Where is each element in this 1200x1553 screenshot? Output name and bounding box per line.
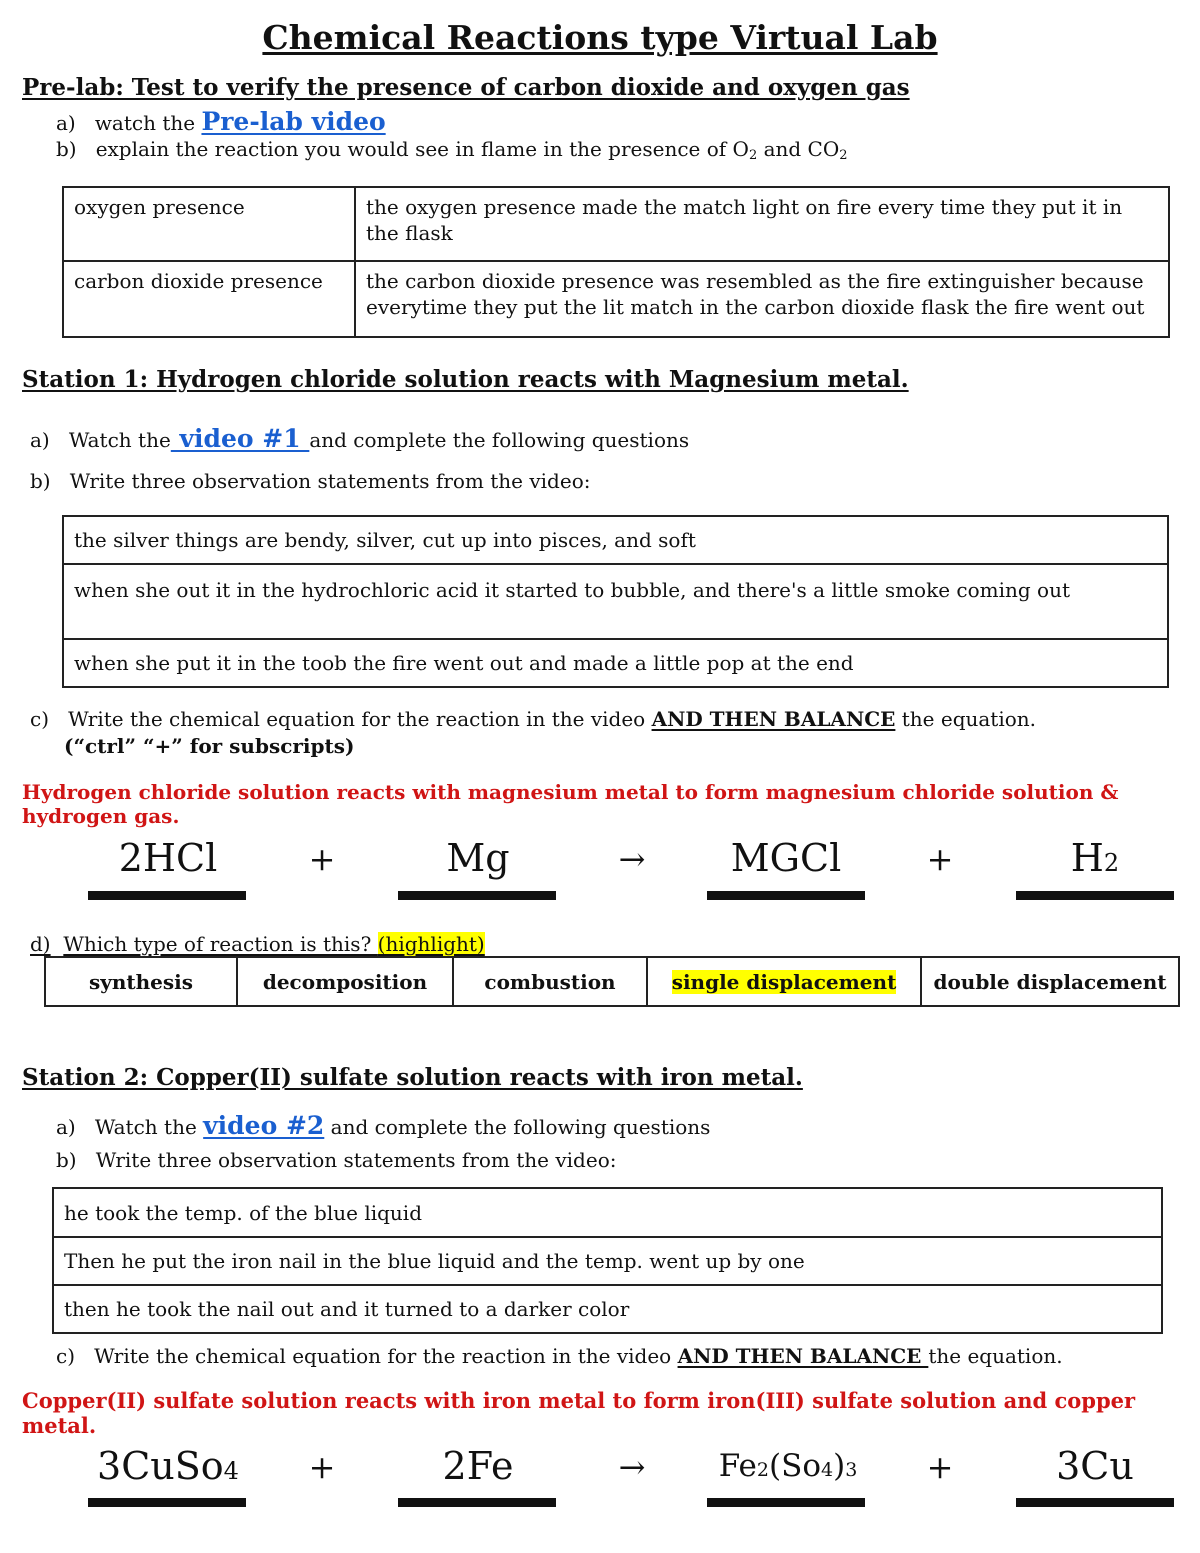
eq1-product-1[interactable]: MGCl bbox=[730, 836, 842, 880]
answer-line bbox=[707, 891, 865, 900]
eq1-product-2[interactable] bbox=[1015, 836, 1175, 880]
formula-text: H bbox=[1070, 836, 1104, 880]
type-synthesis[interactable]: synthesis bbox=[45, 957, 237, 1006]
observation-cell[interactable]: then he took the nail out and it turned to a darker color bbox=[53, 1285, 1162, 1333]
station2-item-c bbox=[56, 1344, 1063, 1368]
table-row bbox=[53, 1285, 1162, 1333]
station1-heading: Station 1: Hydrogen chloride solution reacts with Magnesium metal. bbox=[22, 366, 909, 393]
eq1-plus-1: + bbox=[308, 840, 336, 878]
item-text: Watch the bbox=[94, 1115, 204, 1139]
table-cell-answer[interactable]: the carbon dioxide presence was resembled as the fire extinguisher because everytime they put the lit match in the carbon dioxide flask the fire went out bbox=[355, 261, 1169, 337]
item-prefix: b) bbox=[56, 1148, 77, 1172]
station2-heading: Station 2: Copper(II) sulfate solution reacts with iron metal. bbox=[22, 1064, 803, 1091]
answer-line bbox=[398, 1498, 556, 1507]
prelab-item-a bbox=[56, 107, 386, 136]
table-row bbox=[63, 187, 1169, 261]
prelab-table bbox=[62, 186, 1170, 338]
subscript: 2 bbox=[748, 148, 758, 163]
item-prefix: d) bbox=[30, 932, 51, 956]
eq2-product-1[interactable] bbox=[700, 1448, 876, 1484]
answer-line bbox=[398, 891, 556, 900]
eq2-reactant-2[interactable]: 2Fe bbox=[442, 1444, 514, 1488]
subscript: 2 bbox=[1103, 849, 1120, 877]
station1-item-d bbox=[30, 932, 485, 956]
table-row bbox=[45, 957, 1179, 1006]
type-double-displacement[interactable]: double displacement bbox=[921, 957, 1179, 1006]
table-row bbox=[63, 261, 1169, 337]
subscript-hint: (“ctrl” “+” for subscripts) bbox=[64, 734, 355, 758]
station2-reaction-statement: Copper(II) sulfate solution reacts with iron metal to form iron(III) sulfate solution and copper metal. bbox=[22, 1388, 1136, 1438]
formula-text: 3CuSo bbox=[97, 1444, 224, 1488]
item-prefix: a) bbox=[30, 428, 50, 452]
item-prefix: b) bbox=[56, 137, 77, 161]
table-row bbox=[63, 639, 1168, 687]
item-text: Write three observation statements from the video: bbox=[69, 469, 591, 493]
item-prefix: a) bbox=[56, 111, 76, 135]
subscript: 4 bbox=[223, 1457, 239, 1485]
item-text: the equation. bbox=[895, 707, 1037, 731]
type-combustion[interactable]: combustion bbox=[453, 957, 647, 1006]
prelab-video-link[interactable]: Pre-lab video bbox=[201, 107, 386, 136]
table-cell-label: carbon dioxide presence bbox=[63, 261, 355, 337]
answer-line bbox=[88, 891, 246, 900]
observation-cell[interactable]: the silver things are bendy, silver, cut up into pisces, and soft bbox=[63, 516, 1168, 564]
item-text: Which type of reaction is this? bbox=[63, 932, 378, 956]
station1-item-a bbox=[30, 424, 689, 453]
item-text: Watch the bbox=[68, 428, 171, 452]
prelab-item-b bbox=[56, 137, 848, 163]
eq2-plus-2: + bbox=[926, 1448, 954, 1486]
table-row bbox=[53, 1188, 1162, 1237]
eq1-plus-2: + bbox=[926, 840, 954, 878]
item-prefix: c) bbox=[56, 1344, 76, 1368]
formula-text: ) bbox=[833, 1448, 846, 1484]
item-text: explain the reaction you would see in flame in the presence of O bbox=[95, 137, 749, 161]
formula-text: Fe bbox=[718, 1448, 757, 1484]
station2-item-a bbox=[56, 1111, 710, 1140]
item-text: Write three observation statements from the video: bbox=[95, 1148, 617, 1172]
highlighted-answer: single displacement bbox=[671, 969, 897, 994]
table-row bbox=[63, 564, 1168, 639]
subscript: 2 bbox=[756, 1459, 769, 1481]
eq1-reactant-1[interactable]: 2HCl bbox=[118, 836, 218, 880]
observation-cell[interactable]: he took the temp. of the blue liquid bbox=[53, 1188, 1162, 1237]
item-text: the equation. bbox=[928, 1344, 1063, 1368]
eq2-product-2[interactable]: 3Cu bbox=[1056, 1444, 1134, 1488]
video1-link[interactable]: video #1 bbox=[170, 424, 310, 453]
observation-cell[interactable]: Then he put the iron nail in the blue liquid and the temp. went up by one bbox=[53, 1237, 1162, 1285]
eq1-reactant-2[interactable]: Mg bbox=[446, 836, 510, 880]
answer-line bbox=[1016, 1498, 1174, 1507]
eq2-reactant-1[interactable] bbox=[80, 1444, 256, 1488]
table-row bbox=[53, 1237, 1162, 1285]
observation-cell[interactable]: when she put it in the toob the fire went out and made a little pop at the end bbox=[63, 639, 1168, 687]
station1-observations-table bbox=[62, 515, 1169, 688]
table-cell-answer[interactable]: the oxygen presence made the match light on fire every time they put it in the flask bbox=[355, 187, 1169, 261]
observation-cell[interactable]: when she out it in the hydrochloric acid it started to bubble, and there's a little smoke coming out bbox=[63, 564, 1168, 639]
emphasis-text: AND THEN BALANCE bbox=[677, 1344, 929, 1368]
item-text: Write the chemical equation for the reaction in the video bbox=[94, 1344, 678, 1368]
subscript: 3 bbox=[845, 1459, 858, 1481]
table-cell-label: oxygen presence bbox=[63, 187, 355, 261]
type-decomposition[interactable]: decomposition bbox=[237, 957, 453, 1006]
highlight-hint: (highlight) bbox=[377, 932, 485, 956]
item-prefix: c) bbox=[30, 707, 50, 731]
station1-item-b bbox=[30, 469, 590, 493]
eq2-plus-1: + bbox=[308, 1448, 336, 1486]
type-single-displacement[interactable] bbox=[647, 957, 921, 1006]
reaction-type-table bbox=[44, 956, 1180, 1007]
eq1-arrow: → bbox=[618, 840, 646, 878]
item-prefix: b) bbox=[30, 469, 51, 493]
answer-line bbox=[88, 1498, 246, 1507]
item-text: and CO bbox=[757, 137, 840, 161]
video2-link[interactable]: video #2 bbox=[203, 1111, 325, 1140]
formula-text: (So bbox=[768, 1448, 821, 1484]
subscript: 4 bbox=[820, 1459, 834, 1481]
item-text: watch the bbox=[94, 111, 196, 135]
subscript: 2 bbox=[839, 148, 848, 163]
station2-observations-table bbox=[52, 1187, 1163, 1334]
answer-line bbox=[1016, 891, 1174, 900]
item-text: and complete the following questions bbox=[309, 428, 690, 452]
station1-item-c bbox=[30, 707, 1036, 731]
station1-reaction-statement: Hydrogen chloride solution reacts with magnesium metal to form magnesium chloride solution & hydrogen gas. bbox=[22, 780, 1119, 828]
prelab-heading: Pre-lab: Test to verify the presence of carbon dioxide and oxygen gas bbox=[22, 74, 910, 101]
answer-line bbox=[707, 1498, 865, 1507]
page-title: Chemical Reactions type Virtual Lab bbox=[262, 18, 938, 57]
station2-item-b bbox=[56, 1148, 616, 1172]
eq2-arrow: → bbox=[618, 1448, 646, 1486]
item-prefix: a) bbox=[56, 1115, 76, 1139]
emphasis-text: AND THEN BALANCE bbox=[651, 707, 896, 731]
item-text: and complete the following questions bbox=[324, 1115, 711, 1139]
table-row bbox=[63, 516, 1168, 564]
item-text: Write the chemical equation for the reaction in the video bbox=[68, 707, 652, 731]
